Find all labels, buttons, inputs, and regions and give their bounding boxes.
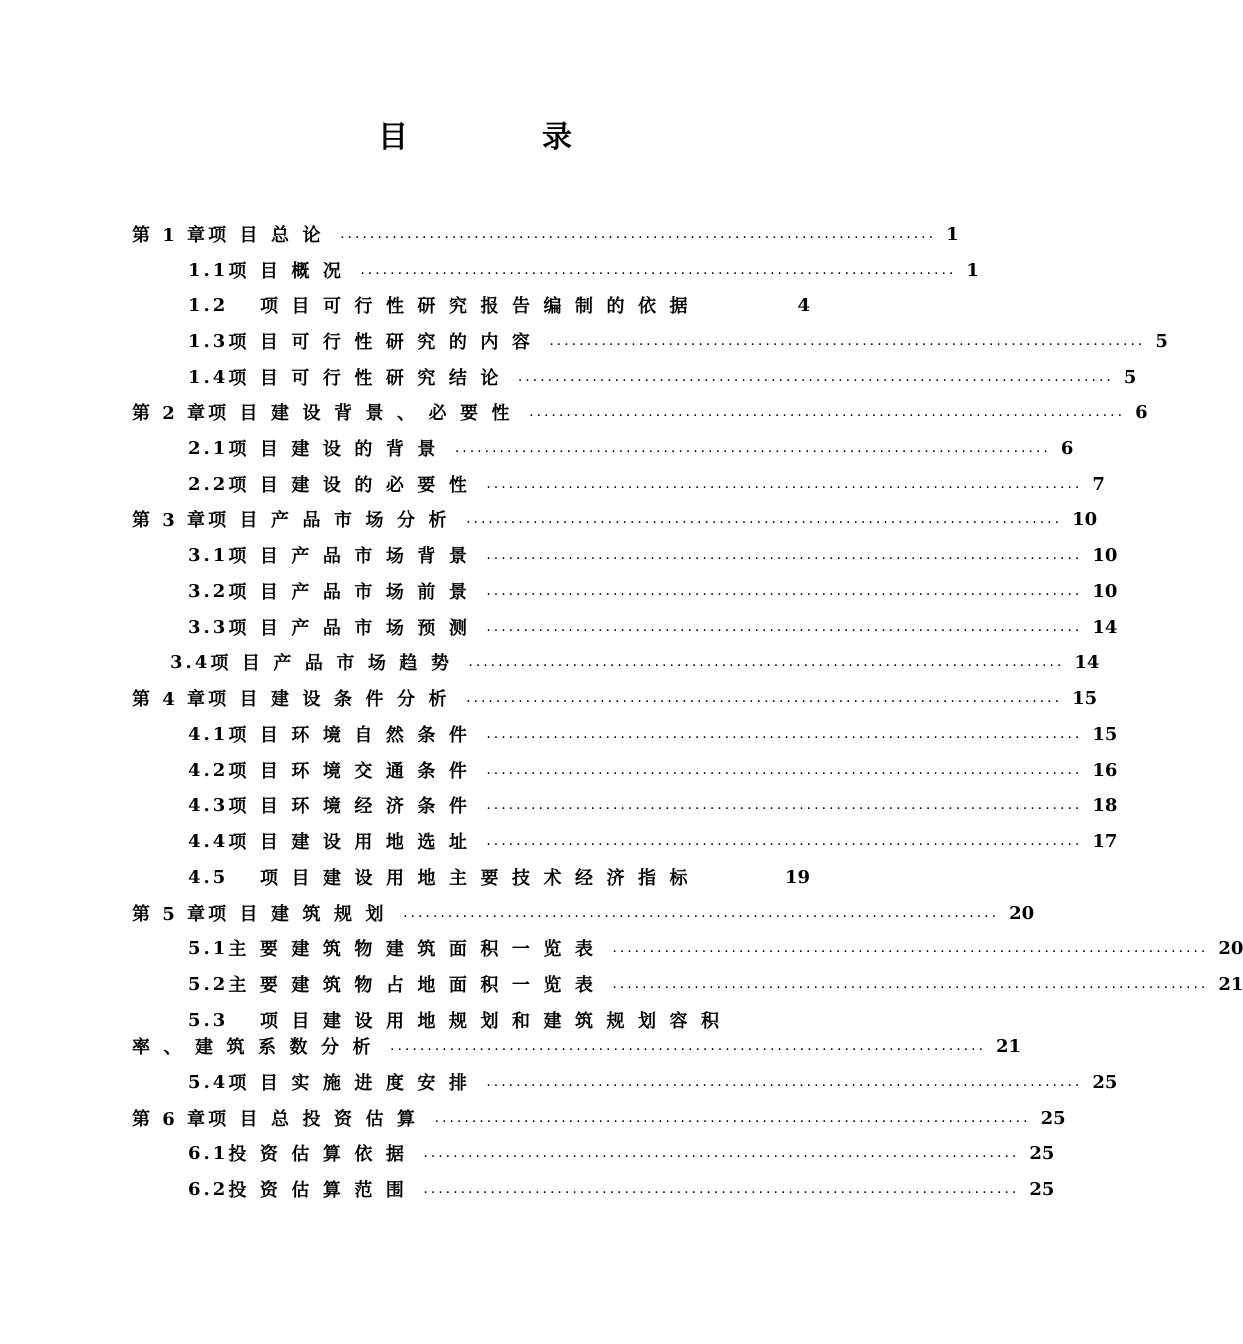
toc-page-number: 15 [1072, 687, 1098, 709]
toc-entry-title: 项目产品市场前景 [228, 582, 481, 603]
toc-page-number: 20 [1218, 937, 1243, 959]
toc-leader-dots: ................................................................................ [612, 976, 1209, 992]
toc-entry-number: 5.2 [188, 973, 229, 995]
toc-leader-dots: ................................................................................ [549, 333, 1146, 349]
toc-leader-dots: ................................................................................ [423, 1145, 1020, 1161]
toc-leader-dots: ................................................................................ [486, 476, 1083, 492]
toc-entry-number: 6.2 [188, 1178, 229, 1200]
toc-entry[interactable] [132, 400, 1148, 424]
toc-page-number: 25 [1092, 1071, 1118, 1093]
toc-entry-title: 项目产品市场趋势 [210, 653, 463, 674]
toc-entry-number: 3.1 [188, 544, 229, 566]
toc-entry-number: 1.2 [188, 294, 229, 316]
toc-page-number: 25 [1040, 1107, 1066, 1129]
toc-page-number: 7 [1092, 473, 1105, 495]
toc-entry[interactable] [188, 829, 1118, 853]
toc-entry[interactable] [188, 293, 810, 317]
toc-entry[interactable] [188, 1070, 1118, 1094]
toc-leader-dots: ................................................................................ [466, 690, 1063, 706]
toc-entry-title: 项目环境经济条件 [228, 796, 481, 817]
toc-entry-number: 第 4 章 [132, 689, 209, 710]
toc-entry[interactable] [132, 686, 1098, 710]
toc-entry[interactable] [188, 258, 979, 282]
toc-entry-title: 主要建筑物占地面积一览表 [228, 975, 607, 996]
toc-entry-title: 项目产品市场背景 [228, 546, 481, 567]
toc-leader-dots: ................................................................................ [486, 797, 1083, 813]
toc-leader-dots: ................................................................................ [486, 619, 1083, 635]
toc-entry-title: 项目环境交通条件 [228, 761, 481, 782]
toc-entry-title: 投资估算依据 [228, 1144, 418, 1165]
toc-leader-dots: ................................................................................ [340, 226, 937, 242]
toc-page-number: 21 [996, 1035, 1022, 1057]
toc-entry[interactable] [170, 650, 1100, 674]
toc-leader-dots: ................................................................................ [486, 762, 1083, 778]
toc-page-number: 20 [1009, 902, 1035, 924]
toc-entry-title: 项目建设用地规划和建筑规划容积 [260, 1011, 733, 1032]
toc-page-number: 1 [966, 259, 979, 281]
toc-entry-title: 主要建筑物建筑面积一览表 [228, 939, 607, 960]
toc-entry-title: 项目可行性研究的内容 [228, 332, 544, 353]
toc-leader-dots: ................................................................................ [454, 440, 1051, 456]
toc-entry[interactable] [188, 793, 1118, 817]
toc-entry-continuation[interactable] [132, 1034, 1022, 1058]
toc-entry-title: 项目总投资估算 [208, 1109, 429, 1130]
toc-page-number: 10 [1072, 508, 1098, 530]
toc-leader-dots: ................................................................................ [486, 1074, 1083, 1090]
toc-entry-title: 项目可行性研究结论 [228, 368, 512, 389]
toc-leader-dots: ................................................................................ [612, 940, 1209, 956]
toc-entry-number: 3.3 [188, 616, 229, 638]
toc-entry-number: 3.2 [188, 580, 229, 602]
toc-page-number: 5 [1123, 366, 1137, 388]
toc-entry[interactable] [132, 901, 1035, 925]
toc-leader-dots: ................................................................................ [423, 1181, 1020, 1197]
toc-page-number: 5 [1155, 330, 1168, 352]
toc-entry-number: 2.2 [188, 473, 229, 495]
toc-entry-number: 4.2 [188, 759, 229, 781]
toc-entry-number: 3.4 [170, 651, 211, 673]
toc-entry-title: 项目建筑规划 [208, 904, 398, 925]
toc-page-number: 10 [1092, 580, 1118, 602]
toc-entry-title: 项目概况 [228, 261, 355, 282]
toc-entry-title: 项目建设的背景 [228, 439, 449, 460]
toc-page-number: 1 [946, 223, 959, 245]
toc-entry[interactable] [188, 365, 1137, 389]
toc-entry-number: 6.1 [188, 1142, 229, 1164]
toc-entry-title: 项目产品市场预测 [228, 618, 481, 639]
toc-page-number: 14 [1074, 651, 1100, 673]
toc-entry-title: 项目建设条件分析 [208, 689, 461, 710]
toc-entry-number: 4.3 [188, 794, 229, 816]
toc-entry[interactable] [132, 507, 1098, 531]
toc-entry[interactable] [188, 972, 1243, 996]
toc-leader-dots: ................................................................................ [403, 905, 1000, 921]
toc-entry[interactable] [188, 722, 1118, 746]
toc-entry-number: 第 6 章 [132, 1109, 209, 1130]
toc-entry[interactable] [188, 865, 810, 889]
toc-entry-title: 项目环境自然条件 [228, 725, 481, 746]
toc-entry-number: 4.1 [188, 723, 229, 745]
toc-entry-number: 4.5 [188, 866, 229, 888]
toc-entry[interactable] [188, 758, 1118, 782]
toc-entry-title: 项目建设用地主要技术经济指标 [260, 868, 701, 889]
toc-entry-title: 项目建设的必要性 [228, 475, 481, 496]
toc-page-number: 4 [797, 294, 810, 316]
toc-entry-number: 5.4 [188, 1071, 229, 1093]
toc-page-number: 14 [1092, 616, 1118, 638]
toc-entry-title: 项目可行性研究报告编制的依据 [260, 296, 701, 317]
toc-entry[interactable] [188, 543, 1118, 567]
toc-leader-dots: ................................................................................ [517, 369, 1114, 385]
toc-entry[interactable] [188, 1141, 1055, 1165]
toc-leader-dots: ................................................................................ [434, 1110, 1031, 1126]
toc-page-number: 21 [1218, 973, 1243, 995]
toc-entry-number: 1.1 [188, 259, 229, 281]
toc-entry-title-continued: 率、建筑系数分析 [132, 1037, 384, 1058]
toc-page-number: 18 [1092, 794, 1118, 816]
toc-page-number: 6 [1060, 437, 1074, 459]
page-title: 目 录 [378, 120, 624, 155]
toc-entry[interactable] [188, 329, 1168, 353]
toc-entry-number: 2.1 [188, 437, 229, 459]
toc-page-number: 6 [1135, 401, 1148, 423]
toc-leader-dots: ................................................................................ [466, 511, 1063, 527]
toc-leader-dots: ................................................................................ [486, 547, 1083, 563]
toc-entry-number: 第 5 章 [132, 904, 209, 925]
toc-entry-title: 项目总论 [208, 225, 335, 246]
toc-entry-number: 第 2 章 [132, 403, 209, 424]
toc-page-number: 25 [1029, 1178, 1055, 1200]
toc-entry[interactable] [188, 615, 1118, 639]
toc-entry-title: 项目建设背景、必要性 [208, 403, 524, 424]
toc-entry-number: 4.4 [188, 830, 229, 852]
toc-entry-title: 项目实施进度安排 [228, 1073, 481, 1094]
toc-leader-dots: ................................................................................ [360, 262, 957, 278]
toc-entry-number: 第 3 章 [132, 510, 209, 531]
toc-entry[interactable] [188, 579, 1118, 603]
toc-page-number: 19 [784, 866, 810, 888]
toc-entry-number: 5.3 [188, 1009, 229, 1031]
toc-leader-dots: ................................................................................ [486, 726, 1083, 742]
toc-entry[interactable] [188, 436, 1074, 460]
toc-page-number: 16 [1092, 759, 1118, 781]
toc-entry-title: 投资估算范围 [228, 1180, 418, 1201]
toc-entry[interactable] [188, 472, 1105, 496]
toc-leader-dots: ................................................................................ [390, 1038, 987, 1054]
toc-entry[interactable] [188, 1008, 810, 1032]
toc-page-number: 25 [1029, 1142, 1055, 1164]
toc-leader-dots: ................................................................................ [486, 583, 1083, 599]
toc-entry[interactable] [188, 1177, 1055, 1201]
toc-entry[interactable] [132, 1106, 1066, 1130]
toc-page-number: 10 [1092, 544, 1118, 566]
toc-entry[interactable] [132, 222, 959, 246]
toc-entry-number: 1.3 [188, 330, 229, 352]
toc-page-number: 15 [1092, 723, 1118, 745]
toc-entry-number: 5.1 [188, 937, 229, 959]
toc-entry-title: 项目产品市场分析 [208, 510, 461, 531]
toc-page-number: 17 [1092, 830, 1118, 852]
toc-leader-dots: ................................................................................ [486, 833, 1083, 849]
toc-entry[interactable] [188, 936, 1243, 960]
toc-entry-title: 项目建设用地选址 [228, 832, 481, 853]
toc-leader-dots: ................................................................................ [468, 654, 1065, 670]
toc-entry-number: 第 1 章 [132, 225, 209, 246]
toc-leader-dots: ................................................................................ [529, 404, 1126, 420]
toc-entry-number: 1.4 [188, 366, 229, 388]
